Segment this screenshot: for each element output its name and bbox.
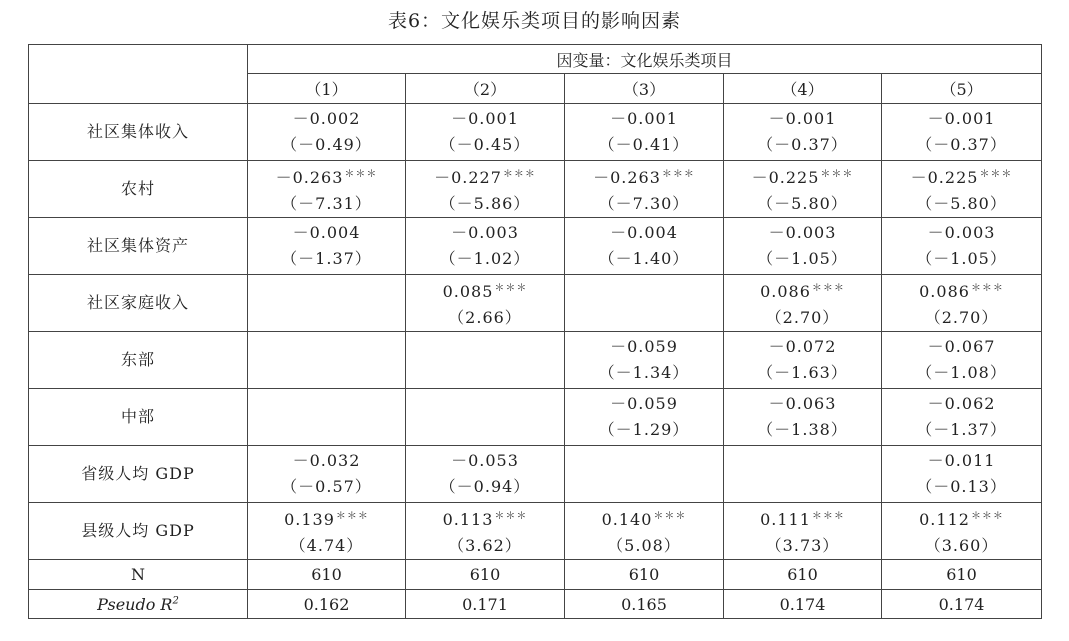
coefficient-line — [248, 106, 405, 132]
coefficient-cell — [248, 161, 406, 218]
coefficient-cell — [406, 275, 565, 332]
coefficient-line — [406, 162, 564, 191]
n-value: 610 — [406, 560, 565, 590]
t-statistic-value: （－1.40） — [598, 249, 690, 268]
coefficient-value: －0.059 — [610, 394, 678, 413]
table-row — [29, 161, 1042, 218]
coefficient-line — [724, 391, 881, 417]
coefficient-value: 0.086 — [919, 281, 970, 301]
coefficient-cell — [882, 275, 1042, 332]
row-label: 社区家庭收入 — [29, 275, 248, 332]
coefficient-value: 0.113 — [442, 509, 494, 529]
coefficient-cell — [724, 332, 882, 389]
t-statistic-value: （－0.45） — [439, 135, 531, 154]
r2-value: 0.165 — [565, 590, 724, 619]
t-statistic-value: （2.70） — [924, 307, 999, 327]
table-body — [29, 104, 1042, 619]
header-corner-cell — [29, 45, 248, 104]
significance-stars: ＊＊＊ — [811, 510, 845, 522]
coefficient-line — [882, 504, 1041, 533]
coefficient-cell — [248, 446, 406, 503]
coefficient-cell — [565, 446, 724, 503]
coefficient-cell — [882, 161, 1042, 218]
coefficient-value: －0.067 — [927, 337, 996, 356]
significance-stars: ＊＊＊ — [653, 510, 687, 522]
r2-value: 0.171 — [406, 590, 565, 619]
n-value: 610 — [565, 560, 724, 590]
coefficient-cell — [724, 161, 882, 218]
coefficient-line — [565, 504, 723, 533]
coefficient-cell — [406, 104, 565, 161]
coefficient-value: －0.059 — [610, 337, 678, 356]
coefficient-cell — [248, 275, 406, 332]
n-value: 610 — [724, 560, 882, 590]
r2-value: 0.162 — [248, 590, 406, 619]
coefficient-cell — [882, 389, 1042, 446]
column-header-5: （5） — [882, 74, 1042, 104]
coefficient-cell — [248, 389, 406, 446]
coefficient-value: 0.112 — [919, 509, 970, 529]
coefficient-line — [248, 504, 405, 533]
coefficient-line — [724, 276, 881, 305]
coefficient-line — [565, 106, 723, 132]
r2-value: 0.174 — [724, 590, 882, 619]
t-statistic-value: （－1.05） — [916, 249, 1007, 268]
coefficient-cell — [565, 389, 724, 446]
coefficient-cell — [248, 218, 406, 275]
t-statistic-value: （－1.37） — [916, 420, 1007, 439]
coefficient-cell — [406, 503, 565, 560]
coefficient-cell — [565, 104, 724, 161]
significance-stars: ＊＊＊ — [970, 510, 1004, 522]
coefficient-value: －0.003 — [927, 223, 996, 242]
t-statistic-value: （－1.63） — [757, 363, 848, 382]
coefficient-line — [882, 334, 1041, 360]
t-statistic-value: （－7.31） — [281, 193, 372, 213]
significance-stars: ＊＊＊ — [970, 282, 1004, 294]
t-statistic-value: （－5.80） — [916, 193, 1007, 213]
t-statistic-value: （3.60） — [924, 535, 999, 555]
coefficient-cell — [882, 446, 1042, 503]
dependent-variable-label: 因变量：文化娱乐类项目 — [248, 45, 1042, 74]
row-label: 县级人均 GDP — [29, 503, 248, 560]
coefficient-value: －0.063 — [768, 394, 837, 413]
coefficient-cell — [406, 389, 565, 446]
coefficient-value: －0.072 — [768, 337, 837, 356]
coefficient-value: －0.263 — [593, 167, 661, 187]
significance-stars: ＊＊＊ — [494, 510, 528, 522]
coefficient-line — [406, 106, 564, 132]
coefficient-value: －0.001 — [768, 109, 837, 128]
coefficient-line — [882, 106, 1041, 132]
t-statistic-value: （3.62） — [448, 535, 522, 555]
n-value: 610 — [248, 560, 406, 590]
t-statistic-value: （－1.05） — [757, 249, 848, 268]
coefficient-value: －0.011 — [927, 451, 996, 470]
coefficient-value: －0.001 — [451, 109, 519, 128]
t-statistic-value: （－0.13） — [916, 477, 1007, 496]
coefficient-value: －0.227 — [434, 167, 502, 187]
t-statistic-value: （4.74） — [289, 535, 364, 555]
coefficient-value: 0.139 — [284, 509, 335, 529]
coefficient-cell — [882, 503, 1042, 560]
coefficient-cell — [248, 332, 406, 389]
table-row — [29, 446, 1042, 503]
coefficient-value: －0.225 — [751, 167, 820, 187]
coefficient-line — [724, 334, 881, 360]
coefficient-line — [406, 448, 564, 474]
row-label: 社区集体收入 — [29, 104, 248, 161]
t-statistic-value: （－0.37） — [757, 135, 848, 154]
coefficient-line — [882, 162, 1041, 191]
coefficient-cell — [724, 104, 882, 161]
coefficient-cell — [724, 218, 882, 275]
coefficient-cell — [406, 446, 565, 503]
row-label: 东部 — [29, 332, 248, 389]
coefficient-line — [406, 504, 564, 533]
row-label: 省级人均 GDP — [29, 446, 248, 503]
coefficient-value: －0.263 — [275, 167, 344, 187]
coefficient-cell — [565, 503, 724, 560]
table-row-n — [29, 560, 1042, 590]
coefficient-cell — [406, 218, 565, 275]
table-row — [29, 332, 1042, 389]
t-statistic-value: （5.08） — [607, 535, 681, 555]
row-label-n: N — [29, 560, 248, 590]
coefficient-cell — [248, 503, 406, 560]
coefficient-cell — [565, 275, 724, 332]
column-header-3: （3） — [565, 74, 724, 104]
coefficient-line — [882, 220, 1041, 246]
coefficient-value: －0.001 — [610, 109, 678, 128]
coefficient-line — [565, 162, 723, 191]
significance-stars: ＊＊＊ — [661, 168, 695, 180]
significance-stars: ＊＊＊ — [344, 168, 378, 180]
column-header-1: （1） — [248, 74, 406, 104]
coefficient-value: －0.062 — [927, 394, 996, 413]
t-statistic-value: （－0.49） — [281, 135, 372, 154]
coefficient-value: －0.003 — [451, 223, 519, 242]
t-statistic-value: （－1.29） — [598, 420, 690, 439]
coefficient-value: －0.004 — [292, 223, 361, 242]
coefficient-cell — [882, 218, 1042, 275]
t-statistic-value: （－0.94） — [439, 477, 531, 496]
t-statistic-value: （－0.37） — [916, 135, 1007, 154]
coefficient-value: 0.086 — [760, 281, 811, 301]
coefficient-line — [882, 448, 1041, 474]
column-header-2: （2） — [406, 74, 565, 104]
coefficient-cell — [882, 332, 1042, 389]
t-statistic-value: （－1.38） — [757, 420, 848, 439]
coefficient-cell — [882, 104, 1042, 161]
pseudo-r-superscript: 2 — [172, 595, 179, 607]
coefficient-line — [248, 220, 405, 246]
significance-stars: ＊＊＊ — [335, 510, 369, 522]
row-label: 社区集体资产 — [29, 218, 248, 275]
coefficient-value: 0.111 — [760, 509, 811, 529]
coefficient-cell — [406, 332, 565, 389]
coefficient-line — [724, 106, 881, 132]
coefficient-cell — [724, 446, 882, 503]
significance-stars: ＊＊＊ — [502, 168, 536, 180]
coefficient-cell — [724, 389, 882, 446]
significance-stars: ＊＊＊ — [979, 168, 1013, 180]
t-statistic-value: （－1.37） — [281, 249, 372, 268]
significance-stars: ＊＊＊ — [820, 168, 854, 180]
column-header-4: （4） — [724, 74, 882, 104]
row-label: 农村 — [29, 161, 248, 218]
t-statistic-value: （－7.30） — [598, 193, 690, 213]
coefficient-line — [248, 162, 405, 191]
t-statistic-value: （－1.34） — [598, 363, 690, 382]
coefficient-value: －0.001 — [927, 109, 996, 128]
coefficient-cell — [565, 218, 724, 275]
coefficient-line — [248, 448, 405, 474]
coefficient-value: －0.053 — [451, 451, 519, 470]
coefficient-cell — [565, 332, 724, 389]
coefficient-cell — [565, 161, 724, 218]
table-row-pseudo-r2 — [29, 590, 1042, 619]
table-row — [29, 275, 1042, 332]
coefficient-line — [565, 334, 723, 360]
t-statistic-value: （－0.41） — [598, 135, 690, 154]
n-value: 610 — [882, 560, 1042, 590]
t-statistic-value: （2.66） — [448, 307, 522, 327]
table-title: 表6：文化娱乐类项目的影响因素 — [387, 10, 682, 32]
coefficient-cell — [724, 275, 882, 332]
t-statistic-value: （－5.80） — [757, 193, 848, 213]
coefficient-cell — [406, 161, 565, 218]
pseudo-r-text: Pseudo R — [97, 594, 173, 614]
row-label: 中部 — [29, 389, 248, 446]
coefficient-cell — [248, 104, 406, 161]
coefficient-value: 0.085 — [442, 281, 494, 301]
coefficient-line — [565, 220, 723, 246]
t-statistic-value: （－1.02） — [439, 249, 531, 268]
t-statistic-value: （2.70） — [765, 307, 840, 327]
coefficient-line — [724, 162, 881, 191]
table-row — [29, 389, 1042, 446]
coefficient-value: －0.003 — [768, 223, 837, 242]
t-statistic-value: （3.73） — [765, 535, 840, 555]
table-row — [29, 104, 1042, 161]
coefficient-line — [406, 276, 564, 305]
coefficient-line — [882, 276, 1041, 305]
table-row — [29, 218, 1042, 275]
coefficient-line — [724, 220, 881, 246]
coefficient-line — [882, 391, 1041, 417]
regression-table — [28, 44, 1042, 619]
coefficient-value: 0.140 — [601, 509, 653, 529]
coefficient-value: －0.004 — [610, 223, 678, 242]
t-statistic-value: （－1.08） — [916, 363, 1007, 382]
coefficient-value: －0.002 — [292, 109, 361, 128]
significance-stars: ＊＊＊ — [811, 282, 845, 294]
coefficient-value: －0.225 — [910, 167, 979, 187]
coefficient-line — [565, 391, 723, 417]
coefficient-cell — [724, 503, 882, 560]
coefficient-line — [406, 220, 564, 246]
coefficient-line — [724, 504, 881, 533]
t-statistic-value: （－5.86） — [439, 193, 531, 213]
header-row-dependent-variable — [29, 45, 1042, 74]
significance-stars: ＊＊＊ — [494, 282, 528, 294]
r2-value: 0.174 — [882, 590, 1042, 619]
coefficient-value: －0.032 — [292, 451, 361, 470]
table-row — [29, 503, 1042, 560]
row-label-pseudo-r2 — [29, 590, 248, 619]
t-statistic-value: （－0.57） — [281, 477, 372, 496]
